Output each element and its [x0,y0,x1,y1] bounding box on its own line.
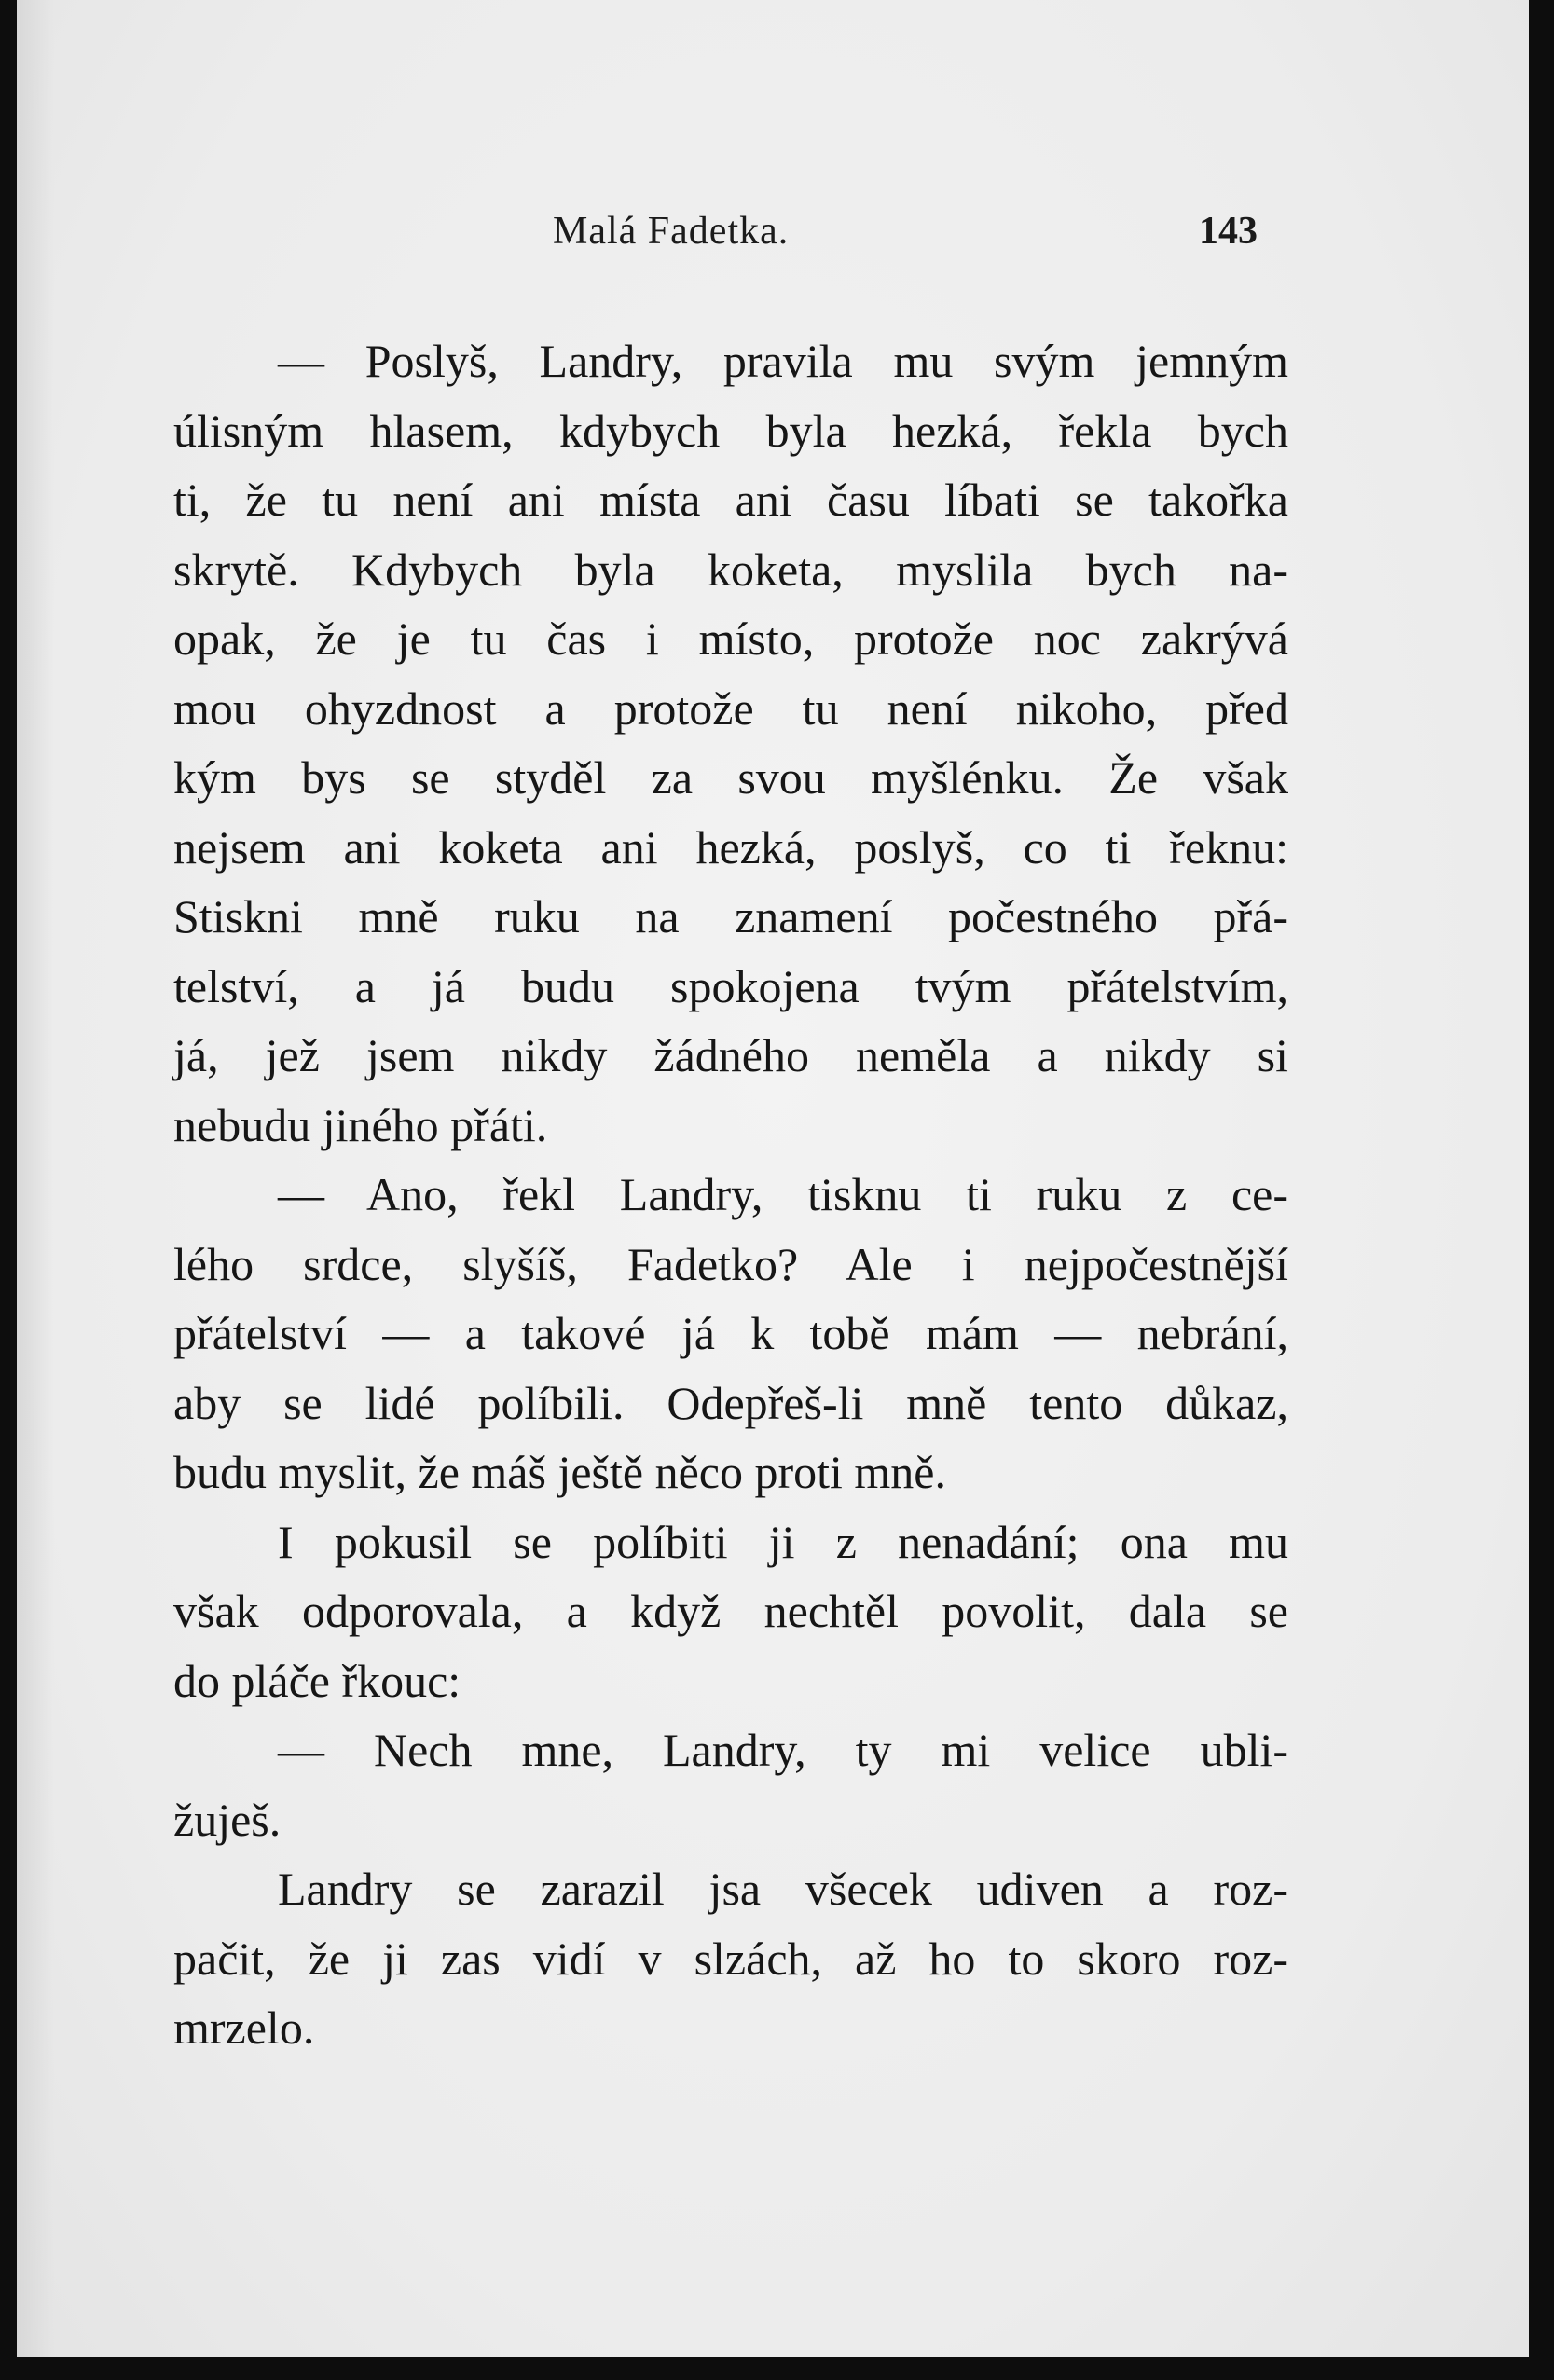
text-line: pačit, že ji zas vidí v slzách, až ho to skoro roz- [173,1932,1288,1985]
text-line: skrytě. Kdybych byla koketa, myslila bych na- [173,543,1288,596]
text-line: já, jež jsem nikdy žádného neměla a nikdy si [173,1029,1288,1081]
text-line: aby se lidé políbili. Odepřeš-li mně tento důkaz, [173,1376,1288,1429]
text-line: žuješ. [173,1793,282,1846]
text-line: nejsem ani koketa ani hezká, poslyš, co ti řeknu: [173,820,1288,874]
text-line: budu myslit, že máš ještě něco proti mně. [173,1446,946,1498]
text-line: však odporovala, a když nechtěl povolit, dala se [173,1585,1288,1637]
text-line: mou ohyzdnost a protože tu není nikoho, před [173,681,1288,735]
body-text [173,326,1288,2063]
spine-shadow [17,0,54,2357]
text-line: úlisným hlasem, kdybych byla hezká, řekla bych [173,404,1288,457]
page-header [17,209,1529,255]
text-line: mrzelo. [173,2002,315,2054]
text-line: opak, že je tu čas i místo, protože noc zakrývá [173,612,1288,665]
text-line: Landry se zarazil jsa všecek udiven a roz- [278,1863,1288,1915]
running-title: Malá Fadetka. [553,210,790,253]
text-line: — Poslyš, Landry, pravila mu svým jemným [278,335,1288,387]
text-line: I pokusil se políbiti ji z nenadání; ona mu [278,1515,1288,1568]
page-number: 143 [1199,210,1258,253]
text-line: do pláče řkouc: [173,1654,461,1707]
text-line: telství, a já budu spokojena tvým přátelstvím, [173,959,1288,1012]
text-line: — Ano, řekl Landry, tisknu ti ruku z ce- [278,1168,1288,1220]
text-line: Stiskni mně ruku na znamení počestného přá- [173,890,1288,942]
text-line: ti, že tu není ani místa ani času líbati se takořka [173,474,1288,526]
text-line: kým bys se styděl za svou myšlénku. Že však [173,751,1288,804]
text-line: přátelství — a takové já k tobě mám — nebrání, [173,1307,1288,1359]
text-line: nebudu jiného přáti. [173,1098,548,1151]
text-line: — Nech mne, Landry, ty mi velice ubli- [278,1724,1288,1776]
text-line: lého srdce, slyšíš, Fadetko? Ale i nejpočestnější [173,1237,1288,1290]
book-page [17,0,1529,2357]
